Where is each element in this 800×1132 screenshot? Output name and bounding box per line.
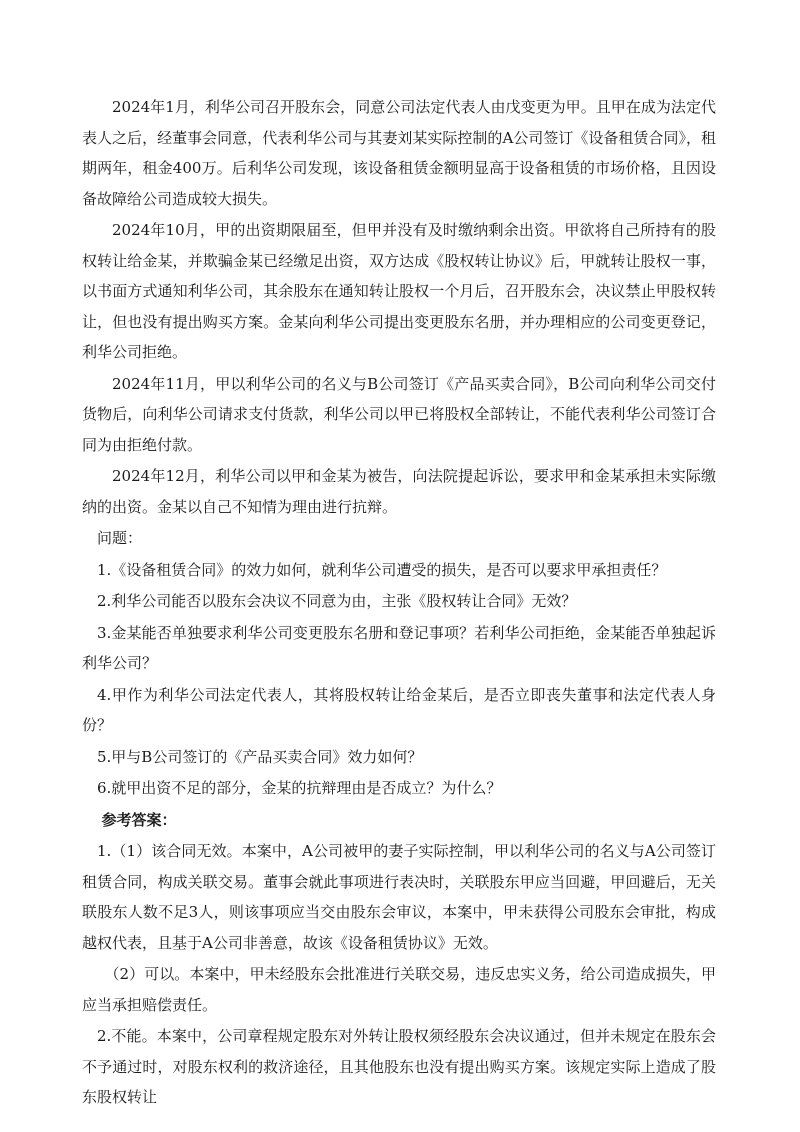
question-4: 4.甲作为利华公司法定代表人，其将股权转让给金某后，是否立即丧失董事和法定代表人身份？ (82, 685, 716, 734)
question-1: 1.《设备租赁合同》的效力如何，就利华公司遭受的损失，是否可以要求甲承担责任？ (97, 560, 667, 579)
answer-1-part-2: （2）可以。本案中，甲未经股东会批准进行关联交易，违反忠实义务，给公司造成损失，甲应当承担赔偿责任。 (82, 965, 716, 1014)
case-paragraph-4: 2024年12月，利华公司以甲和金某为被告，向法院提起诉讼，要求甲和金某承担未实际缴纳的出资。金某以自己不知情为理由进行抗辩。 (82, 467, 716, 516)
answer-2: 2.不能。本案中，公司章程规定股东对外转让股权须经股东会决议通过，但并未规定在股东会不予通过时，对股东权利的救济途径，且其他股东也没有提出购买方案。该规定实际上造成了股东股权转让 (82, 1027, 716, 1106)
question-2: 2.利华公司能否以股东会决议不同意为由，主张《股权转让合同》无效？ (97, 592, 577, 610)
question-5: 5.甲与B公司签订的《产品买卖合同》效力如何？ (97, 747, 423, 766)
answers-heading: 参考答案： (101, 810, 177, 829)
case-paragraph-2: 2024年10月，甲的出资期限届至，但甲并没有及时缴纳剩余出资。甲欲将自己所持有的股权转让给金某，并欺骗金某已经缴足出资，双方达成《股权转让协议》后，甲就转让股权一事，以书面方式通知利华公司，其余股东在通知转让股权一个月后，召开股东会，决议禁止甲股权转让，但也没有提出购买方案。金某向利华公司提出变更股东名册，并办理相应的公司变更登记，利华公司拒绝。 (82, 221, 716, 361)
question-3: 3.金某能否单独要求利华公司变更股东名册和登记事项？若利华公司拒绝，金某能否单独起诉利华公司？ (82, 623, 716, 672)
answer-1: 1.（1）该合同无效。本案中，A公司被甲的妻子实际控制，甲以利华公司的名义与A公司签订租赁合同，构成关联交易。董事会就此事项进行表决时，关联股东甲应当回避，甲回避后，无关联股东人数不足3人，则该事项应当交由股东会审议，本案中，甲未获得公司股东会审批，构成越权代表，且基于A公司非善意，故该《设备租赁协议》无效。 (82, 842, 716, 952)
case-paragraph-1: 2024年1月，利华公司召开股东会，同意公司法定代表人由戊变更为甲。且甲在成为法定代表人之后，经董事会同意，代表利华公司与其妻刘某实际控制的A公司签订《设备租赁合同》，租期两年，租金400万。后利华公司发现，该设备租赁金额明显高于设备租赁的市场价格，且因设备故障给公司造成较大损失。 (82, 98, 716, 208)
questions-heading: 问题： (97, 529, 143, 547)
document-body (82, 92, 716, 1113)
question-6: 6.就甲出资不足的部分，金某的抗辩理由是否成立？为什么？ (97, 779, 502, 797)
case-paragraph-3: 2024年11月，甲以利华公司的名义与B公司签订《产品买卖合同》，B公司向利华公司交付货物后，向利华公司请求支付货款，利华公司以甲已将股权全部转让，不能代表利华公司签订合同为由拒绝付款。 (82, 374, 716, 454)
